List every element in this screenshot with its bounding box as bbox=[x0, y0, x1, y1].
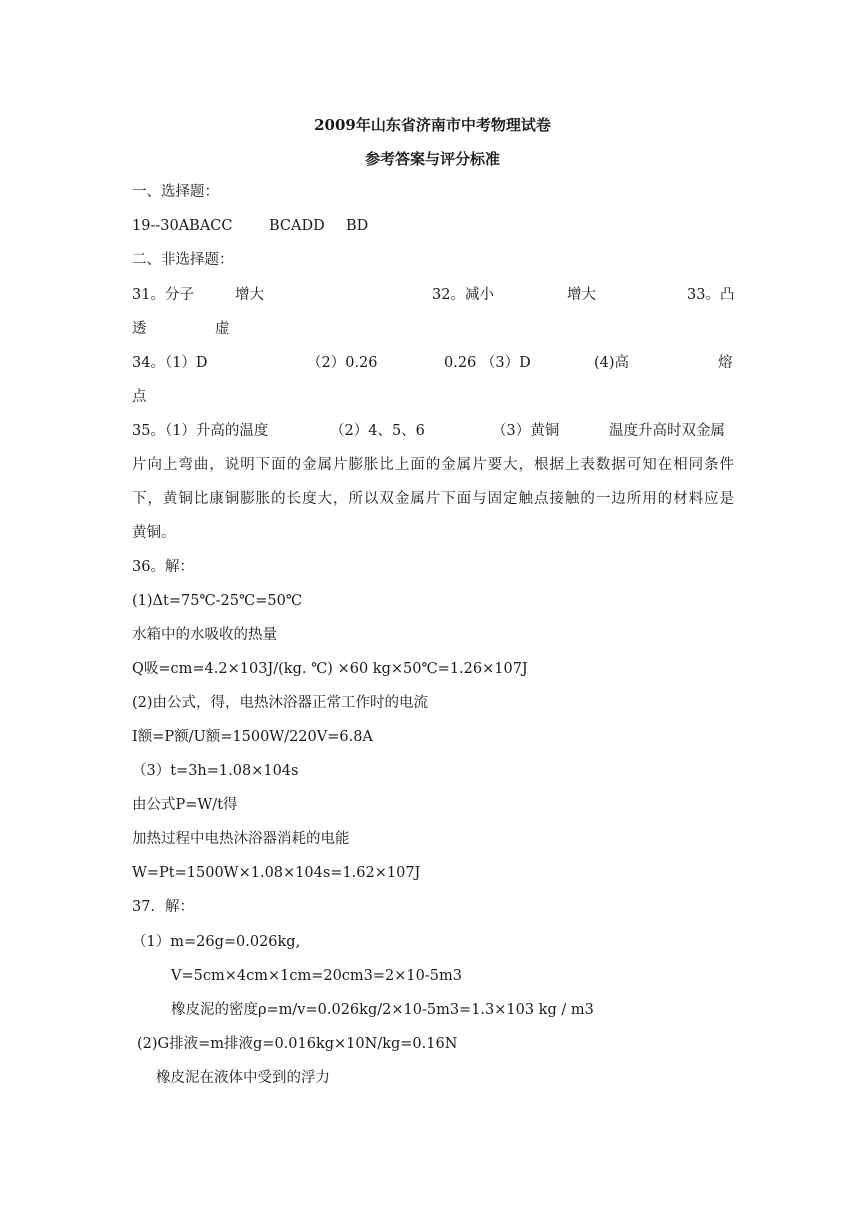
q37-line-3: 橡皮泥的密度ρ=m/v=0.026kg/2×10-5m3=1.3×103 kg / m3 bbox=[171, 1002, 594, 1018]
q35-part-3: （3）黄铜 bbox=[492, 423, 560, 439]
q35-part-3-reason: 温度升高时双金属 bbox=[609, 423, 725, 439]
q34-part-4: (4)高 bbox=[594, 355, 630, 371]
q34-part-1: 34。（1）D bbox=[132, 355, 208, 371]
document-title: 2009年山东省济南市中考物理试卷 bbox=[314, 116, 551, 134]
mc-group-3: BD bbox=[346, 218, 369, 234]
q36-line-7: 由公式P=W/t得 bbox=[132, 797, 238, 813]
q36-line-5: I额=P额/U额=1500W/220V=6.8A bbox=[132, 729, 373, 745]
q34-part-2: （2）0.26 bbox=[307, 355, 378, 371]
q32-answer-2: 增大 bbox=[567, 287, 596, 303]
answer-line-34-cont: 点 bbox=[132, 389, 147, 405]
q35-part-1: 35。（1）升高的温度 bbox=[132, 423, 269, 439]
q36-line-2: 水箱中的水吸收的热量 bbox=[132, 627, 277, 643]
q32-answer: 32。减小 bbox=[432, 287, 494, 303]
mc-group-1: 19--30ABACC bbox=[132, 218, 233, 234]
q35-reason-line-2: 片向上弯曲，说明下面的金属片膨胀比上面的金属片要大，根据上表数据可知在相同条件 bbox=[132, 457, 734, 473]
q35-part-2: （2）4、5、6 bbox=[330, 423, 425, 439]
section-heading-choice: 一、选择题： bbox=[132, 184, 219, 200]
q37-line-2: V=5cm×4cm×1cm=20cm3=2×10-5m3 bbox=[171, 968, 462, 984]
q34-part-3: 0.26 （3）D bbox=[444, 355, 531, 371]
section-heading-nonchoice: 二、非选择题： bbox=[132, 252, 234, 268]
q36-line-9: W=Pt=1500W×1.08×104s=1.62×107J bbox=[132, 865, 421, 881]
q36-heading: 36。解： bbox=[132, 559, 194, 575]
mc-group-2: BCADD bbox=[269, 218, 325, 234]
q37-line-4: (2)G排液=m排液g=0.016kg×10N/kg=0.16N bbox=[137, 1036, 458, 1052]
q37-line-5: 橡皮泥在液体中受到的浮力 bbox=[156, 1070, 330, 1086]
document-subtitle: 参考答案与评分标准 bbox=[364, 150, 500, 168]
q33-answer-2: 虚 bbox=[215, 321, 230, 337]
q37-line-1: （1）m=26g=0.026kg, bbox=[132, 934, 301, 950]
q36-line-1: (1)Δt=75℃-25℃=50℃ bbox=[132, 593, 303, 609]
q35-reason-line-3: 下，黄铜比康铜膨胀的长度大，所以双金属片下面与固定触点接触的一边所用的材料应是 bbox=[132, 491, 734, 507]
q36-line-4: (2)由公式，得，电热沐浴器正常工作时的电流 bbox=[132, 695, 429, 711]
q31-answer-2: 增大 bbox=[235, 287, 264, 303]
q33-answer-cont: 透 bbox=[132, 321, 147, 337]
q34-part-4-cont: 熔 bbox=[718, 355, 733, 371]
q35-reason-line-4: 黄铜。 bbox=[132, 525, 176, 541]
q36-line-8: 加热过程中电热沐浴器消耗的电能 bbox=[132, 831, 350, 847]
q31-answer: 31。分子 bbox=[132, 287, 194, 303]
q37-heading: 37．解： bbox=[132, 899, 194, 915]
q33-answer: 33。凸 bbox=[687, 287, 735, 303]
q36-line-3: Q吸=cm=4.2×103J/(kg. ℃) ×60 kg×50℃=1.26×107J bbox=[132, 661, 528, 677]
q36-line-6: （3）t=3h=1.08×104s bbox=[132, 763, 299, 779]
